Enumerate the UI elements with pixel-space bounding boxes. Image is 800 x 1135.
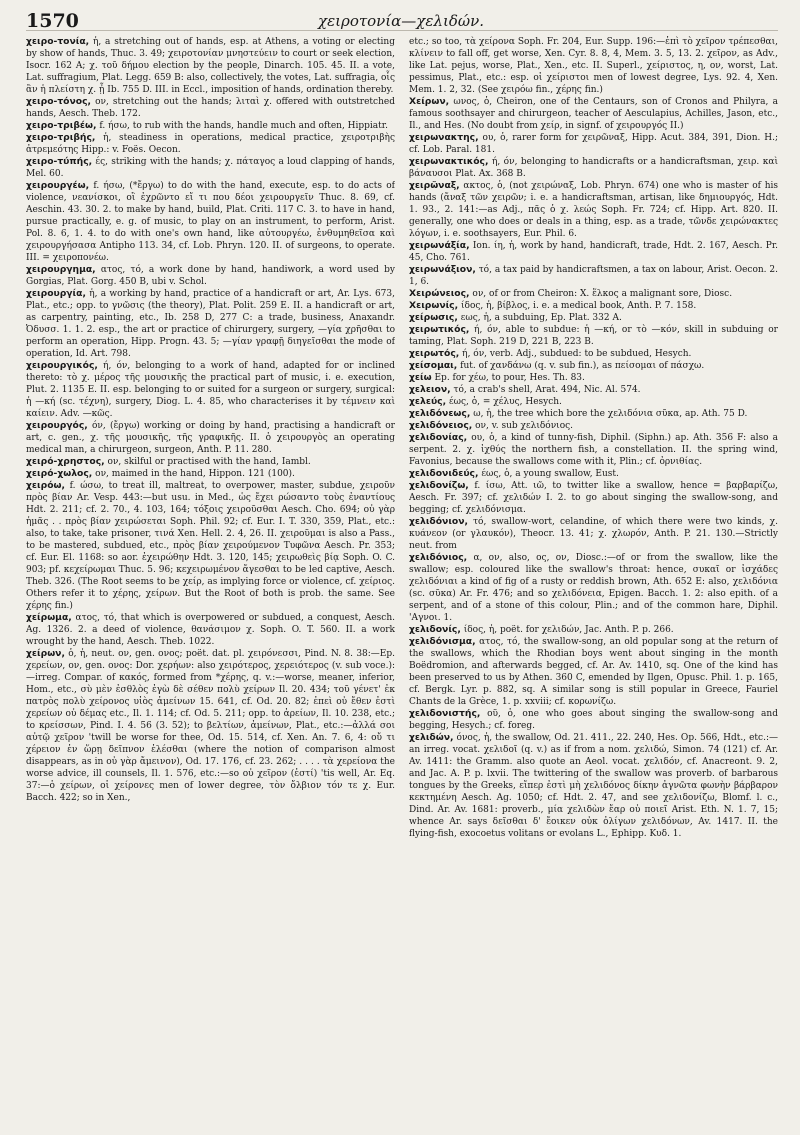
entry-definition: α, ον, also, ος, ον, Diosc.:—of or from the swallow, like the swallow; esp. coloured like the swallow's throat: hence, συκαῖ or ἰσχάδες χελιδόνιαι a kind of fig of a rusty or reddish brown, Ath. 652 E: also, χελιδόνια (sc. σῦκα) Ar. Fr. 476; and so χελιδόνεια, Epigen. Bacch. 1. 2: also epith. of a serpent, and of a stone of this colour, Plin.; and of the common hare, Diphil. 'Αγνοι. 1.	[409, 553, 778, 623]
entry-definition: ίδος, ἡ, poët. for χελιδών, Jac. Anth. P. p. 266.	[463, 625, 674, 635]
entry-definition: ή, όν, belonging to a work of hand, adapted for or inclined thereto: τὸ χ. μέρος τῆς μουσικῆς the practical part of music, i. e. execution, Plut. 2. 1135 E. II. esp. belonging to or suited for a surgeon or surgery, surgical: ἡ —κή (sc. τέχνη), surgery, Diog. L. 4. 85, who characterises it by τέμνειν καὶ καίειν. Adv. —κῶς.	[26, 361, 395, 419]
entry-definition: etc.; so too, τὰ χείρονα Soph. Fr. 204, Eur. Supp. 196:—ἐπὶ τὸ χεῖρον τρέπεσθαι, κλίνειν to fall off, get worse, Xen. Cyr. 8. 8, 4, Mem. 3. 5, 13. 2. χεῖρον, as Adv., like Lat. pejus, worse, Plat., Xen., etc. II. Superl., χείριστος, η, ον, worst, Lat. pessimus, Plat., etc.: esp. οἱ χείριστοι men of lowest degree, Lys. 92. 4, Xen. Mem. 1. 2, 32. (See χειρόω fin., χέρης fin.)	[409, 37, 778, 95]
dictionary-entry	[409, 156, 778, 180]
dictionary-entry	[409, 624, 778, 636]
entry-definition: ίδος, ἡ, βίβλος, i. e. a medical book, Anth. P. 7. 158.	[461, 301, 697, 311]
entry-headword: χειρόω,	[26, 480, 65, 491]
entry-definition: έως, ὁ, = χέλυς, Hesych.	[448, 397, 562, 407]
entry-headword: χειρωτικός,	[409, 324, 470, 335]
entry-definition: τό, swallow-wort, celandine, of which there were two kinds, χ. κυάνεον (or γλαυκόν), Theocr. 13. 41; χ. χλωρόν, Anth. P. 21. 130.—Strictly neut. from	[409, 517, 778, 551]
dictionary-entry	[409, 324, 778, 348]
entry-headword: χελεύς,	[409, 396, 447, 407]
entry-headword: χειρό-χρηστος,	[26, 456, 105, 467]
dictionary-entry	[409, 240, 778, 264]
text-columns	[26, 36, 778, 1129]
entry-headword: χειρο-τόνος,	[26, 96, 92, 107]
entry-definition: ακτος, ὁ, (not χειρώναξ, Lob. Phryn. 674) one who is master of his hands (ἄναξ τῶν χειρῶν; i. e. a handicraftsman, artisan, like δημιουργός, Hdt. 1. 93., 2. 141:—as Adj., πᾶς ὁ χ. λεώς Soph. Fr. 724; cf. Hipp. Art. 820. II. generally, one who does or deals in a thing, esp. as a trade, τῶνδε χειρώνακτες λόγων, i. e. soothsayers, Eur. Phil. 6.	[409, 181, 778, 239]
entry-definition: ον, v. sub χελιδόνιος.	[475, 421, 574, 431]
dictionary-entry	[409, 348, 778, 360]
entry-definition: οῦ, ὁ, one who goes about singing the swallow-song and begging, Hesych.; cf. foreg.	[409, 709, 778, 731]
entry-definition: ον, maimed in the hand, Hippon. 121 (100).	[95, 469, 295, 479]
dictionary-entry	[409, 132, 778, 156]
dictionary-entry	[409, 480, 778, 516]
dictionary-entry	[26, 132, 395, 156]
entry-headword: Χειρωνίς,	[409, 300, 459, 311]
dictionary-entry	[26, 468, 395, 480]
entry-definition: ου, ὁ, rarer form for χειρῶναξ, Hipp. Acut. 384, 391, Dion. H.; cf. Lob. Paral. 181.	[409, 133, 778, 155]
dictionary-entry	[409, 468, 778, 480]
entry-headword: χειρῶναξ,	[409, 180, 460, 191]
entry-definition: ου, ὁ, a kind of tunny-fish, Diphil. (Siphn.) ap. Ath. 356 F: also a serpent. 2. χ. ἰχθύς the northern fish, a constellation. II. the spring wind, Favonius, because the swallows come with it, Plin.; cf. ὀρνιθίας.	[409, 433, 778, 467]
dictionary-entry	[409, 516, 778, 552]
entry-headword: χειρωνακτικός,	[409, 156, 489, 167]
dictionary-entry	[26, 156, 395, 180]
dictionary-entry	[409, 408, 778, 420]
entry-headword: χειρουργία,	[26, 288, 86, 299]
entry-definition: ον, skilful or practised with the hand, Iambl.	[107, 457, 311, 467]
entry-headword: χειρωτός,	[409, 348, 460, 359]
entry-definition: f. ήσω, (*ἔργω) to do with the hand, execute, esp. to do acts of violence, νεανίσκοι, οἳ ἐχρῶντο εἴ τι που δέοι χειρουργεῖν Thuc. 8. 69, cf. Aeschin. 43. 30. 2. to make by hand, build, Plat. Criti. 117 C. 3. to have in hand, pursue practically, e. g. of music, to play on an instrument, to perform, Arist. Pol. 8. 6, 1. 4. to do with one's own hand, like αὐτουργέω, ἐνθυμηθεῖσα καὶ χειρουργήσασα Antipho 113. 34, cf. Lob. Phryn. 120. II. of surgeons, to operate. III. = χειροπονέω.	[26, 181, 395, 263]
entry-headword: χειρο-τύπής,	[26, 156, 93, 167]
running-head: χειροτονία—χελιδών.	[317, 12, 484, 30]
dictionary-entry	[26, 456, 395, 468]
dictionary-entry	[409, 288, 778, 300]
entry-definition: f. ώσω, to treat ill, maltreat, to overpower, master, subdue, χειροῦν πρὸς βίαν Ar. Vesp. 443:—but usu. in Med., ὡς ἔχει ρώσαντο τοὺς ἐναντίους Hdt. 2. 211; cf. 2. 70., 4. 103, 164; τόξοις χειροῦσθαι Aesch. Cho. 694; οὐ γὰρ ἡμᾶς . . πρὸς βίαν χειρώσεται Soph. Phil. 92; cf. Eur. I. T. 330, 359, Plat., etc.: also, to take, take prisoner, τινά Xen. Hell. 2. 4, 26. II. χειροῦμαι is also a Pass., to be mastered, subdued, etc., πρὸς βίαν χειρούμενον Τυφῶνα Aesch. Pr. 353; cf. Eur. El. 1168: so aor. ἐχειρώθην Hdt. 3. 120, 145; χειρωθεὶς βίᾳ Soph. O. C. 903; pf. κεχείρωμαι Thuc. 5. 96; κεχειρωμένον ἄγεσθαι to be led captive, Aesch. Theb. 326. (The Root seems to be χείρ, as implying force or violence, cf. χείριος. Others refer it to χέρης, χείρων. But the Root of both is prob. the same. See χέρης fin.)	[26, 481, 395, 611]
entry-headword: χελιδονίζω,	[409, 480, 469, 491]
left-column	[26, 36, 395, 1129]
dictionary-entry	[409, 96, 778, 132]
page-number: 1570	[26, 10, 79, 32]
entry-headword: χείρων,	[26, 648, 65, 659]
entry-headword: χειρό-χωλος,	[26, 468, 93, 479]
entry-headword: χειρο-τριβής,	[26, 132, 96, 143]
entry-definition: Ion. ίη, ἡ, work by hand, handicraft, trade, Hdt. 2. 167, Aesch. Pr. 45, Cho. 761.	[409, 241, 778, 263]
dictionary-entry	[409, 360, 778, 372]
entry-headword: χελιδονιδεύς,	[409, 468, 479, 479]
entry-headword: χειρωνακτης,	[409, 132, 479, 143]
entry-definition: Ep. for χέω, to pour, Hes. Th. 83.	[434, 373, 585, 383]
dictionary-entry	[409, 264, 778, 288]
entry-headword: χελιδόνεως,	[409, 408, 471, 419]
entry-definition: ή, όν, able to subdue: ἡ —κή, or τὸ —κόν, skill in subduing or taming, Plat. Soph. 219 D, 221 B, 223 B.	[409, 325, 778, 347]
dictionary-entry	[409, 708, 778, 732]
entry-headword: χειρο-τονία,	[26, 36, 90, 47]
dictionary-entry	[26, 180, 395, 264]
entry-definition: ἡ, a working by hand, practice of a handicraft or art, Ar. Lys. 673, Plat., etc.; opp. to γνῶσις (the theory), Plat. Polit. 259 E. II. a handicraft or art, as carpentry, painting, etc., Ib. 258 D, 277 C: a trade, business, Anaxandr. Ὀδυσσ. 1. 1. 2. esp., the art or practice of chirurgery, surgery, —γία χρῆσθαι to perform an operation, Hipp. Progn. 43. 5; —γίαν γραφῇ διηγεῖσθαι the mode of operation, Id. Art. 798.	[26, 289, 395, 359]
entry-headword: χείρωσις,	[409, 312, 458, 323]
entry-definition: ἡ, steadiness in operations, medical practice, χειροτριβὴς ἀτρεμεότης Hipp.: v. Foës. Oecon.	[26, 133, 395, 155]
entry-definition: ατος, τό, that which is overpowered or subdued, a conquest, Aesch. Ag. 1326. 2. a deed of violence, θανάσιμον χ. Soph. O. T. 560. II. a work wrought by the hand, Aesch. Theb. 1022.	[26, 613, 395, 647]
entry-definition: ωνος, ὁ, Cheiron, one of the Centaurs, son of Cronos and Philyra, a famous soothsayer and chirurgeon, teacher of Aesculapius, Achilles, Jason, etc., Il., and Hes. (No doubt from χείρ, in signf. of χειρουργός II.)	[409, 97, 778, 131]
dictionary-entry	[409, 300, 778, 312]
entry-headword: χειρουργικός,	[26, 360, 98, 371]
entry-headword: χελιδονίας,	[409, 432, 468, 443]
dictionary-entry	[409, 432, 778, 468]
dictionary-entry	[26, 36, 395, 96]
dictionary-entry	[26, 648, 395, 804]
entry-definition: ή, όν, belonging to handicrafts or a handicraftsman, χειρ. καὶ βάναυσοι Plat. Ax. 368 B.	[409, 157, 778, 179]
entry-headword: χείρωμα,	[26, 612, 72, 623]
entry-headword: χειρουργέω,	[26, 180, 90, 191]
entry-definition: τό, a crab's shell, Arat. 494, Nic. Al. 574.	[453, 385, 641, 395]
entry-definition: ον, stretching out the hands; λιταὶ χ. offered with outstretched hands, Aesch. Theb. 172.	[26, 97, 395, 119]
dictionary-entry	[26, 360, 395, 420]
entry-headword: χελιδόνισμα,	[409, 636, 476, 647]
entry-headword: χελιδόνιος,	[409, 552, 468, 563]
dictionary-entry	[409, 636, 778, 708]
dictionary-entry	[26, 264, 395, 288]
dictionary-entry	[409, 732, 778, 840]
entry-definition: ατος, τό, a work done by hand, handiwork, a word used by Gorgias, Plat. Gorg. 450 B, ubi v. Schol.	[26, 265, 395, 287]
entry-headword: χελιδόνιον,	[409, 516, 468, 527]
entry-definition: ἡ, a stretching out of hands, esp. at Athens, a voting or electing by show of hands, Thuc. 3. 49; χειροτονίαν μνηστεύειν to court or seek election, Isocr. 162 A; χ. τοῦ δήμου election by the people, Dinarch. 105. 45. II. a vote, Lat. suffragium, Plat. Legg. 659 B: also, collectively, the votes, Lat. suffragia, οἷς ἂν ἡ πλείστη χ. ᾖ Ib. 755 D. III. in Eccl., imposition of hands, ordination thereby.	[26, 37, 395, 95]
entry-definition: όνος, ἡ, the swallow, Od. 21. 411., 22. 240, Hes. Op. 566, Hdt., etc.:—an irreg. vocat. χελιδοῖ (q. v.) as if from a nom. χελιδώ, Simon. 74 (121) cf. Ar. Av. 1411: the Gramm. also quote an Aeol. vocat. χελιδόν, cf. Anacreont. 9. 2, and Jac. A. P. p. lxvii. The twittering of the swallow was proverb. of barbarous tongues by the Greeks, εἴπερ ἐστὶ μὴ χελιδόνος δίκην ἀγνῶτα φωνὴν βάρβαρον κεκτημένη Aesch. Ag. 1050; cf. Hdt. 2. 47, and see χελιδονίζω, Blomf. l. c., Dind. Ar. Av. 1681: proverb., μία χελιδὼν ἔαρ οὐ ποιεῖ Arist. Eth. N. 1. 7, 15; whence Ar. says δεῖσθαι δ' ἔοικεν οὐκ ὀλίγων χελιδόνων, Av. 1417. II. the flying-fish, exocoetus volitans or evolans L., Ephipp. Κυδ. 1.	[409, 733, 778, 839]
entry-headword: χειρουργημα,	[26, 264, 96, 275]
dictionary-entry	[26, 288, 395, 360]
entry-definition: έως, ὁ, a young swallow, Eust.	[481, 469, 619, 479]
entry-headword: χειρουργός,	[26, 420, 88, 431]
entry-definition: ατος, τό, the swallow-song, an old popular song at the return of the swallows, which the Rhodian boys went about singing in the month Boëdromion, and afterwards begged, cf. Ar. Av. 1410, sq. One of the kind has been preserved to us by Athen. 360 C, emended by Ilgen, Opusc. Phil. 1. p. 165, cf. Bergk. Lyr. p. 882, sq. A similar song is still popular in Greece, Fauriel Chants de la Grèce, 1. p. xxviii; cf. κορωνίζω.	[409, 637, 778, 707]
entry-definition: ή, όν, verb. Adj., subdued: to be subdued, Hesych.	[462, 349, 692, 359]
dictionary-entry	[26, 120, 395, 132]
entry-definition: τό, a tax paid by handicraftsmen, a tax on labour, Arist. Oecon. 2. 1, 6.	[409, 265, 778, 287]
entry-headword: χειρο-τριβέω,	[26, 120, 97, 131]
dictionary-entry	[26, 480, 395, 612]
dictionary-entry	[409, 372, 778, 384]
entry-definition: ω, ἡ, the tree which bore the χελιδόνια σῦκα, ap. Ath. 75 D.	[473, 409, 748, 419]
entry-headword: χελιδονίς,	[409, 624, 461, 635]
dictionary-entry	[26, 96, 395, 120]
entry-headword: Χειρώνειος,	[409, 288, 470, 299]
entry-headword: χελιδών,	[409, 732, 454, 743]
header-rule	[26, 30, 778, 31]
entry-definition: εως, ἡ, a subduing, Ep. Plat. 332 A.	[460, 313, 622, 323]
entry-definition: f. ήσω, to rub with the hands, handle much and often, Hippiatr.	[99, 121, 388, 131]
entry-definition: ον, of or from Cheiron: Χ. ἕλκος a malignant sore, Diosc.	[472, 289, 733, 299]
entry-headword: χείσομαι,	[409, 360, 458, 371]
entry-headword: Χείρων,	[409, 96, 450, 107]
entry-headword: χελειον,	[409, 384, 451, 395]
dictionary-entry	[409, 312, 778, 324]
dictionary-entry	[26, 612, 395, 648]
entry-definition: fut. of χανδάνω (q. v. sub fin.), as πείσομαι of πάσχω.	[460, 361, 705, 371]
entry-definition: όν, (ἔργω) working or doing by hand, practising a handicraft or art, c. gen., χ. τῆς μουσικῆς, τῆς γραφικῆς. II. ὁ χειρουργὸς an operating medical man, a chirurgeon, surgeon, Anth. P. 11. 280.	[26, 421, 395, 455]
dictionary-entry	[409, 552, 778, 624]
dictionary-entry	[409, 36, 778, 96]
entry-definition: ὁ, ἡ, neut. ον, gen. ονος; poët. dat. pl. χειρόνεσσι, Pind. N. 8. 38:—Ep. χερείων, ον, gen. ονος: Dor. χερήων: also χειρότερος, χερειότερος (v. sub voce.):—irreg. Compar. of κακός, formed from *χέρης, q. v.:—worse, meaner, inferior, Hom., etc., σὺ μὲν ἐσθλὸς ἐγὼ δὲ σέθεν πολὺ χείρων Il. 20. 434; τοῦ γένετ' ἐκ πατρὸς πολὺ χείρονος υἱὸς ἀμείνων 15. 641, cf. Od. 20. 82; ἐπεὶ οὐ ἔθεν ἐστὶ χερείων οὐ δέμας etc., Il. 1. 114; cf. Od. 5. 211; opp. to ἀρείων, Il. 10. 238, etc.; to κρείσσων, Pind. I. 4. 56 (3. 52); to βελτίων, ἀμείνων, Plat., etc.:—ἀλλά σοι αὐτῷ χεῖρον 'twill be worse for thee, Od. 15. 514, cf. Xen. An. 7. 6, 4: οὔ τι χέρειον ἐν ὥρῃ δεῖπνον ἑλέσθαι (where the notion of comparison almost disappears, as in οὐ γὰρ ἄμεινον), Od. 17. 176, cf. 23. 262; . . . . τὰ χερείονα the worse advice, ill counsels, Il. 1. 576, etc.:—so οὐ χεῖρον (ἐστί) 'tis well, Ar. Eq. 37:—ὁ χείρων, οἱ χείρονες men of lower degree, τὸν ὄλβιον τόν τε χ. Eur. Bacch. 422; so in Xen.,	[26, 649, 395, 803]
entry-headword: χελιδονιστής,	[409, 708, 481, 719]
entry-headword: χειρωνάξιον,	[409, 264, 476, 275]
dictionary-entry	[409, 180, 778, 240]
entry-headword: χελιδόνειος,	[409, 420, 473, 431]
dictionary-entry	[26, 420, 395, 456]
entry-headword: χείω	[409, 372, 432, 383]
entry-definition: ές, striking with the hands; χ. πάταγος a loud clapping of hands, Mel. 60.	[26, 157, 395, 179]
dictionary-entry	[409, 396, 778, 408]
right-column	[409, 36, 778, 1129]
entry-headword: χειρωνάξία,	[409, 240, 470, 251]
entry-definition: f. ίσω, Att. ιῶ, to twitter like a swallow, hence = βαρβαρίζω, Aesch. Fr. 397; cf. χελιδών I. 2. to go about singing the swallow-song, and begging; cf. χελιδόνισμα.	[409, 481, 778, 515]
dictionary-entry	[409, 384, 778, 396]
dictionary-entry	[409, 420, 778, 432]
